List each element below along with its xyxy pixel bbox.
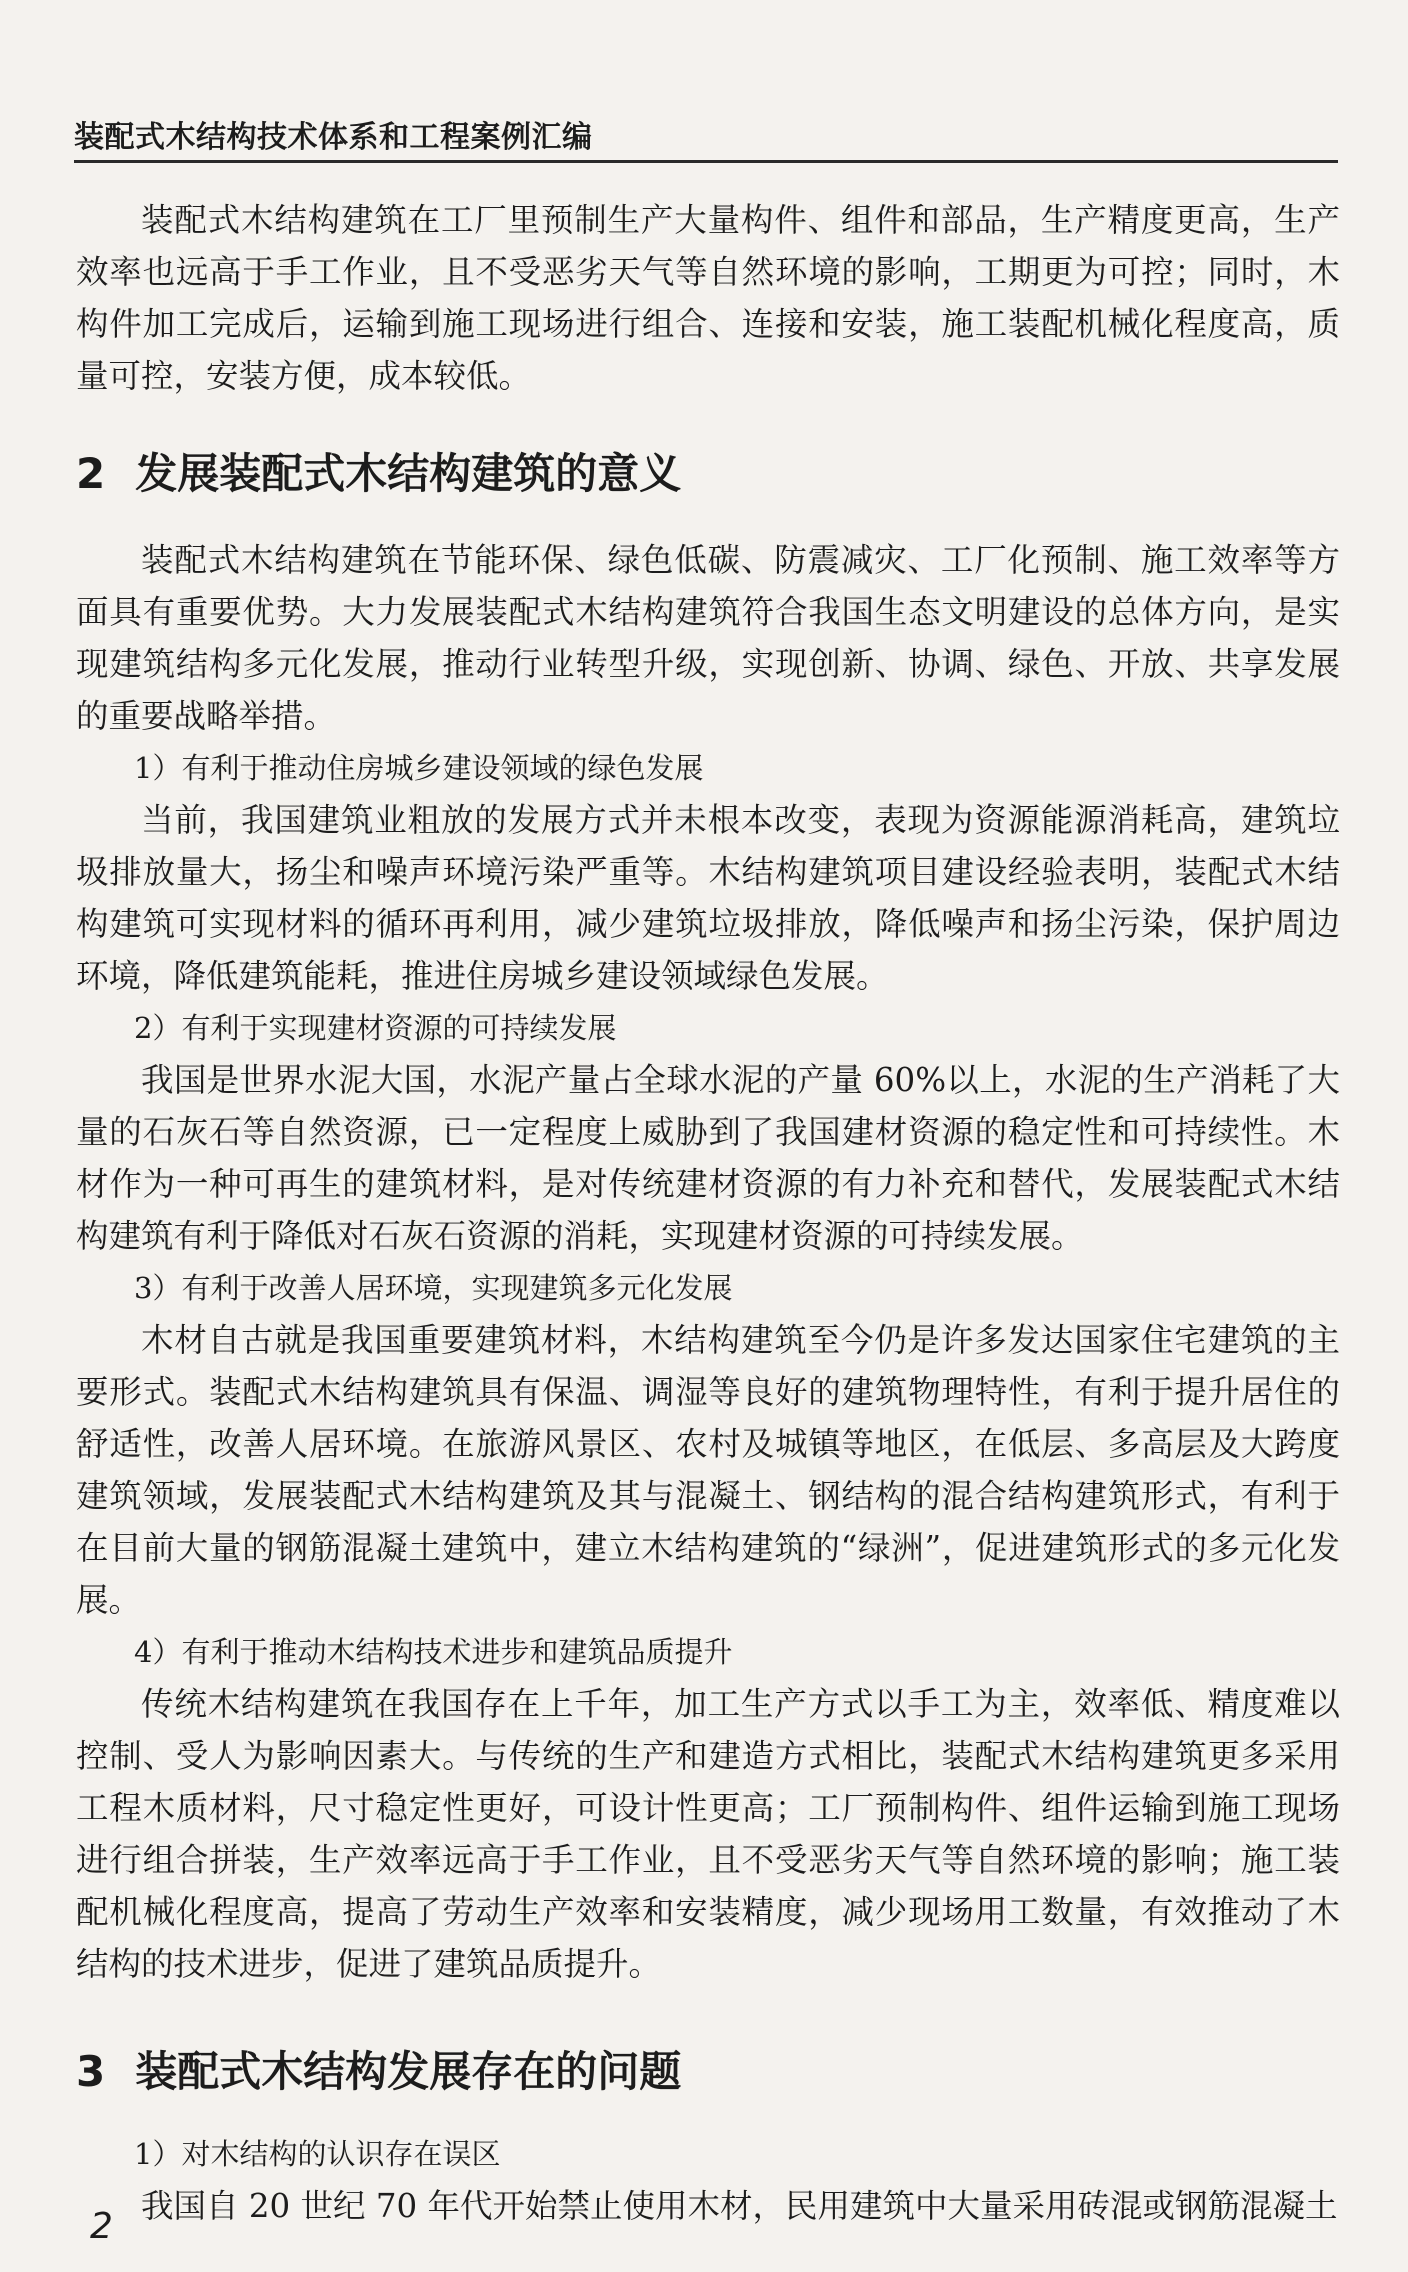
item-heading: 3）有利于改善人居环境，实现建筑多元化发展: [134, 1271, 733, 1305]
header-rule: [74, 160, 1338, 163]
item-paragraph: 我国自 20 世纪 70 年代开始禁止使用木材，民用建筑中大量采用砖混或钢筋混凝土: [141, 2187, 1338, 2225]
page-number: 2: [90, 2206, 113, 2247]
section-3-number: 3: [76, 2047, 106, 2096]
item-heading: 2）有利于实现建材资源的可持续发展: [134, 1011, 617, 1045]
item-paragraph: 木材自古就是我国重要建筑材料，木结构建筑至今仍是许多发达国家住宅建筑的主要形式。装配式木结构建筑具有保温、调湿等良好的建筑物理特性，有利于提升居住的舒适性，改善人居环境。在旅游风景区、农村及城镇等地区，在低层、多高层及大跨度建筑领域，发展装配式木结构建筑及其与混凝土、钢结构的混合结构建筑形式，有利于在目前大量的钢筋混凝土建筑中，建立木结构建筑的“绿洲”，促进建筑形式的多元化发展。: [76, 1321, 1340, 1619]
item-paragraph: 传统木结构建筑在我国存在上千年，加工生产方式以手工为主，效率低、精度难以控制、受人为影响因素大。与传统的生产和建造方式相比，装配式木结构建筑更多采用工程木质材料，尺寸稳定性更好，可设计性更高；工厂预制构件、组件运输到施工现场进行组合拼装，生产效率远高于手工作业，且不受恶劣天气等自然环境的影响；施工装配机械化程度高，提高了劳动生产效率和安装精度，减少现场用工数量，有效推动了木结构的技术进步，促进了建筑品质提升。: [76, 1685, 1340, 1983]
running-header: 装配式木结构技术体系和工程案例汇编: [74, 120, 593, 155]
item-paragraph: 当前，我国建筑业粗放的发展方式并未根本改变，表现为资源能源消耗高，建筑垃圾排放量大，扬尘和噪声环境污染严重等。木结构建筑项目建设经验表明，装配式木结构建筑可实现材料的循环再利用，减少建筑垃圾排放，降低噪声和扬尘污染，保护周边环境，降低建筑能耗，推进住房城乡建设领域绿色发展。: [76, 801, 1340, 995]
item-heading: 1）有利于推动住房城乡建设领域的绿色发展: [134, 751, 704, 785]
item-paragraph: 我国是世界水泥大国，水泥产量占全球水泥的产量 60%以上，水泥的生产消耗了大量的石灰石等自然资源，已一定程度上威胁到了我国建材资源的稳定性和可持续性。木材作为一种可再生的建筑材料，是对传统建材资源的有力补充和替代，发展装配式木结构建筑有利于降低对石灰石资源的消耗，实现建材资源的可持续发展。: [76, 1061, 1340, 1255]
section-2-heading: [76, 444, 1340, 504]
section-2-intro: 装配式木结构建筑在节能环保、绿色低碳、防震减灾、工厂化预制、施工效率等方面具有重要优势。大力发展装配式木结构建筑符合我国生态文明建设的总体方向，是实现建筑结构多元化发展，推动行业转型升级，实现创新、协调、绿色、开放、共享发展的重要战略举措。: [76, 541, 1340, 735]
section-3-heading: [76, 2042, 1340, 2102]
page-content: [76, 194, 1340, 2232]
section-2-number: 2: [76, 449, 106, 498]
intro-paragraph: 装配式木结构建筑在工厂里预制生产大量构件、组件和部品，生产精度更高，生产效率也远高于手工作业，且不受恶劣天气等自然环境的影响，工期更为可控；同时，木构件加工完成后，运输到施工现场进行组合、连接和安装，施工装配机械化程度高，质量可控，安装方便，成本较低。: [76, 201, 1340, 395]
section-2-title: 发展装配式木结构建筑的意义: [135, 449, 682, 498]
item-heading: 1）对木结构的认识存在误区: [134, 2137, 501, 2171]
item-heading: 4）有利于推动木结构技术进步和建筑品质提升: [134, 1635, 733, 1669]
section-3-title: 装配式木结构发展存在的问题: [135, 2047, 682, 2096]
